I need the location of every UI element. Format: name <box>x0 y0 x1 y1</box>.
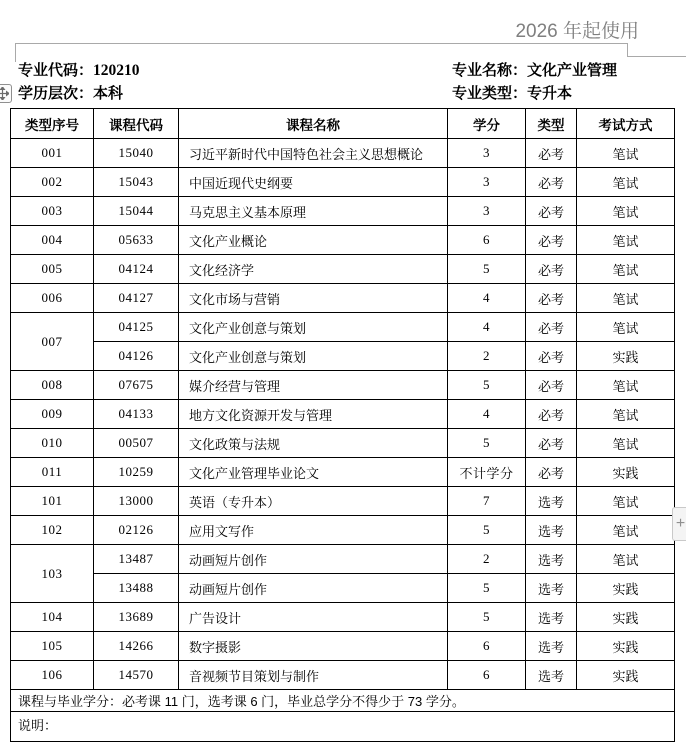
graduation-credits-cell: 课程与毕业学分：必考课 11 门，选考课 6 门，毕业总学分不得少于 73 学分。 <box>11 690 675 712</box>
credit-cell: 5 <box>448 429 526 458</box>
education-level-line <box>18 82 123 103</box>
code-cell: 13487 <box>94 545 179 574</box>
table-row <box>11 574 675 603</box>
table-row <box>11 661 675 690</box>
exam-cell: 笔试 <box>577 139 675 168</box>
type-cell: 必考 <box>526 197 577 226</box>
table-row <box>11 197 675 226</box>
table-row <box>11 313 675 342</box>
code-cell: 04126 <box>94 342 179 371</box>
exam-cell: 笔试 <box>577 516 675 545</box>
exam-cell: 实践 <box>577 574 675 603</box>
header-boundary-line <box>15 43 628 44</box>
table-row <box>11 516 675 545</box>
type-cell: 必考 <box>526 400 577 429</box>
column-header-type: 类型 <box>526 109 577 139</box>
code-cell: 00507 <box>94 429 179 458</box>
type-cell: 选考 <box>526 516 577 545</box>
course-name-cell: 文化产业创意与策划 <box>179 342 448 371</box>
code-cell: 04124 <box>94 255 179 284</box>
type-cell: 必考 <box>526 371 577 400</box>
course-name-cell: 地方文化资源开发与管理 <box>179 400 448 429</box>
type-cell: 选考 <box>526 574 577 603</box>
serial-cell: 001 <box>11 139 94 168</box>
code-cell: 13488 <box>94 574 179 603</box>
credit-cell: 2 <box>448 342 526 371</box>
course-name-cell: 英语（专升本） <box>179 487 448 516</box>
education-level-label: 学历层次： <box>18 85 94 102</box>
serial-cell: 002 <box>11 168 94 197</box>
code-cell: 07675 <box>94 371 179 400</box>
credit-cell: 5 <box>448 603 526 632</box>
exam-cell: 笔试 <box>577 168 675 197</box>
exam-cell: 实践 <box>577 603 675 632</box>
code-cell: 15044 <box>94 197 179 226</box>
table-row <box>11 284 675 313</box>
type-cell: 选考 <box>526 603 577 632</box>
column-header-serial: 类型序号 <box>11 109 94 139</box>
serial-cell: 006 <box>11 284 94 313</box>
credit-cell: 6 <box>448 226 526 255</box>
serial-cell: 008 <box>11 371 94 400</box>
major-code-value: 120210 <box>93 62 140 79</box>
table-row <box>11 226 675 255</box>
exam-cell: 实践 <box>577 661 675 690</box>
move-arrows-icon <box>0 87 9 100</box>
credit-cell: 3 <box>448 197 526 226</box>
serial-cell: 005 <box>11 255 94 284</box>
code-cell: 05633 <box>94 226 179 255</box>
type-cell: 必考 <box>526 313 577 342</box>
credit-cell: 不计学分 <box>448 458 526 487</box>
credit-cell: 4 <box>448 284 526 313</box>
table-row <box>11 545 675 574</box>
exam-cell: 实践 <box>577 458 675 487</box>
major-code-line <box>18 59 140 80</box>
type-cell: 必考 <box>526 255 577 284</box>
credit-cell: 5 <box>448 516 526 545</box>
credit-cell: 2 <box>448 545 526 574</box>
credit-cell: 5 <box>448 371 526 400</box>
type-cell: 必考 <box>526 458 577 487</box>
add-button[interactable]: + <box>672 507 686 541</box>
serial-cell: 004 <box>11 226 94 255</box>
table-row <box>11 342 675 371</box>
serial-cell: 010 <box>11 429 94 458</box>
code-cell: 04125 <box>94 313 179 342</box>
course-name-cell: 文化经济学 <box>179 255 448 284</box>
course-table-body <box>11 139 675 742</box>
major-name-line <box>452 59 617 80</box>
course-name-cell: 中国近现代史纲要 <box>179 168 448 197</box>
code-cell: 15040 <box>94 139 179 168</box>
type-cell: 选考 <box>526 632 577 661</box>
course-name-cell: 文化政策与法规 <box>179 429 448 458</box>
course-name-cell: 数字摄影 <box>179 632 448 661</box>
exam-cell: 笔试 <box>577 226 675 255</box>
serial-cell: 011 <box>11 458 94 487</box>
column-header-name: 课程名称 <box>179 109 448 139</box>
major-code-label: 专业代码： <box>18 62 94 79</box>
header-boundary-line <box>15 43 16 62</box>
column-header-code: 课程代码 <box>94 109 179 139</box>
exam-cell: 笔试 <box>577 313 675 342</box>
code-cell: 04127 <box>94 284 179 313</box>
course-table <box>10 108 675 742</box>
table-row <box>11 255 675 284</box>
type-cell: 必考 <box>526 226 577 255</box>
course-name-cell: 文化产业创意与策划 <box>179 313 448 342</box>
exam-cell: 笔试 <box>577 487 675 516</box>
note-row <box>11 712 675 742</box>
serial-cell: 101 <box>11 487 94 516</box>
exam-cell: 笔试 <box>577 400 675 429</box>
credit-cell: 5 <box>448 255 526 284</box>
exam-cell: 笔试 <box>577 371 675 400</box>
column-header-credit: 学分 <box>448 109 526 139</box>
table-row <box>11 139 675 168</box>
type-cell: 必考 <box>526 342 577 371</box>
type-cell: 选考 <box>526 661 577 690</box>
course-name-cell: 文化产业管理毕业论文 <box>179 458 448 487</box>
course-name-cell: 文化产业概论 <box>179 226 448 255</box>
exam-cell: 笔试 <box>577 255 675 284</box>
table-row <box>11 400 675 429</box>
credit-cell: 4 <box>448 313 526 342</box>
table-row <box>11 632 675 661</box>
exam-cell: 笔试 <box>577 545 675 574</box>
column-header-exam: 考试方式 <box>577 109 675 139</box>
type-cell: 选考 <box>526 545 577 574</box>
course-name-cell: 广告设计 <box>179 603 448 632</box>
code-cell: 13689 <box>94 603 179 632</box>
credit-cell: 6 <box>448 661 526 690</box>
major-name-value: 文化产业管理 <box>527 62 618 79</box>
table-move-handle[interactable] <box>0 84 12 103</box>
code-cell: 04133 <box>94 400 179 429</box>
credit-cell: 4 <box>448 400 526 429</box>
type-cell: 必考 <box>526 139 577 168</box>
table-row <box>11 429 675 458</box>
exam-cell: 笔试 <box>577 284 675 313</box>
type-cell: 选考 <box>526 487 577 516</box>
credit-cell: 7 <box>448 487 526 516</box>
code-cell: 14570 <box>94 661 179 690</box>
exam-cell: 笔试 <box>577 197 675 226</box>
exam-cell: 笔试 <box>577 429 675 458</box>
course-name-cell: 习近平新时代中国特色社会主义思想概论 <box>179 139 448 168</box>
serial-cell: 105 <box>11 632 94 661</box>
table-header-row <box>11 109 675 139</box>
table-row <box>11 168 675 197</box>
table-row <box>11 371 675 400</box>
major-name-label: 专业名称： <box>452 62 528 79</box>
course-name-cell: 动画短片创作 <box>179 574 448 603</box>
course-name-cell: 马克思主义基本原理 <box>179 197 448 226</box>
serial-cell: 106 <box>11 661 94 690</box>
serial-cell: 009 <box>11 400 94 429</box>
table-row <box>11 458 675 487</box>
code-cell: 14266 <box>94 632 179 661</box>
type-cell: 必考 <box>526 429 577 458</box>
header-boundary-line <box>627 56 686 57</box>
education-level-value: 本科 <box>93 85 124 102</box>
exam-cell: 实践 <box>577 342 675 371</box>
serial-cell: 103 <box>11 545 94 603</box>
serial-cell: 102 <box>11 516 94 545</box>
credit-cell: 5 <box>448 574 526 603</box>
type-cell: 必考 <box>526 168 577 197</box>
course-name-cell: 应用文写作 <box>179 516 448 545</box>
footer-row <box>11 690 675 712</box>
credit-cell: 3 <box>448 139 526 168</box>
course-name-cell: 音视频节目策划与制作 <box>179 661 448 690</box>
exam-cell: 实践 <box>577 632 675 661</box>
code-cell: 10259 <box>94 458 179 487</box>
serial-cell: 003 <box>11 197 94 226</box>
course-name-cell: 文化市场与营销 <box>179 284 448 313</box>
course-name-cell: 动画短片创作 <box>179 545 448 574</box>
major-type-value: 专升本 <box>527 85 573 102</box>
header-boundary-line <box>627 43 628 57</box>
notes-cell: 说明： <box>11 712 675 742</box>
code-cell: 15043 <box>94 168 179 197</box>
type-cell: 必考 <box>526 284 577 313</box>
table-row <box>11 603 675 632</box>
effective-year-note: 2026 年起使用 <box>515 21 639 42</box>
serial-cell: 104 <box>11 603 94 632</box>
code-cell: 13000 <box>94 487 179 516</box>
credit-cell: 3 <box>448 168 526 197</box>
table-row <box>11 487 675 516</box>
major-type-label: 专业类型： <box>452 85 528 102</box>
major-type-line <box>452 82 572 103</box>
credit-cell: 6 <box>448 632 526 661</box>
course-name-cell: 媒介经营与管理 <box>179 371 448 400</box>
code-cell: 02126 <box>94 516 179 545</box>
serial-cell: 007 <box>11 313 94 371</box>
